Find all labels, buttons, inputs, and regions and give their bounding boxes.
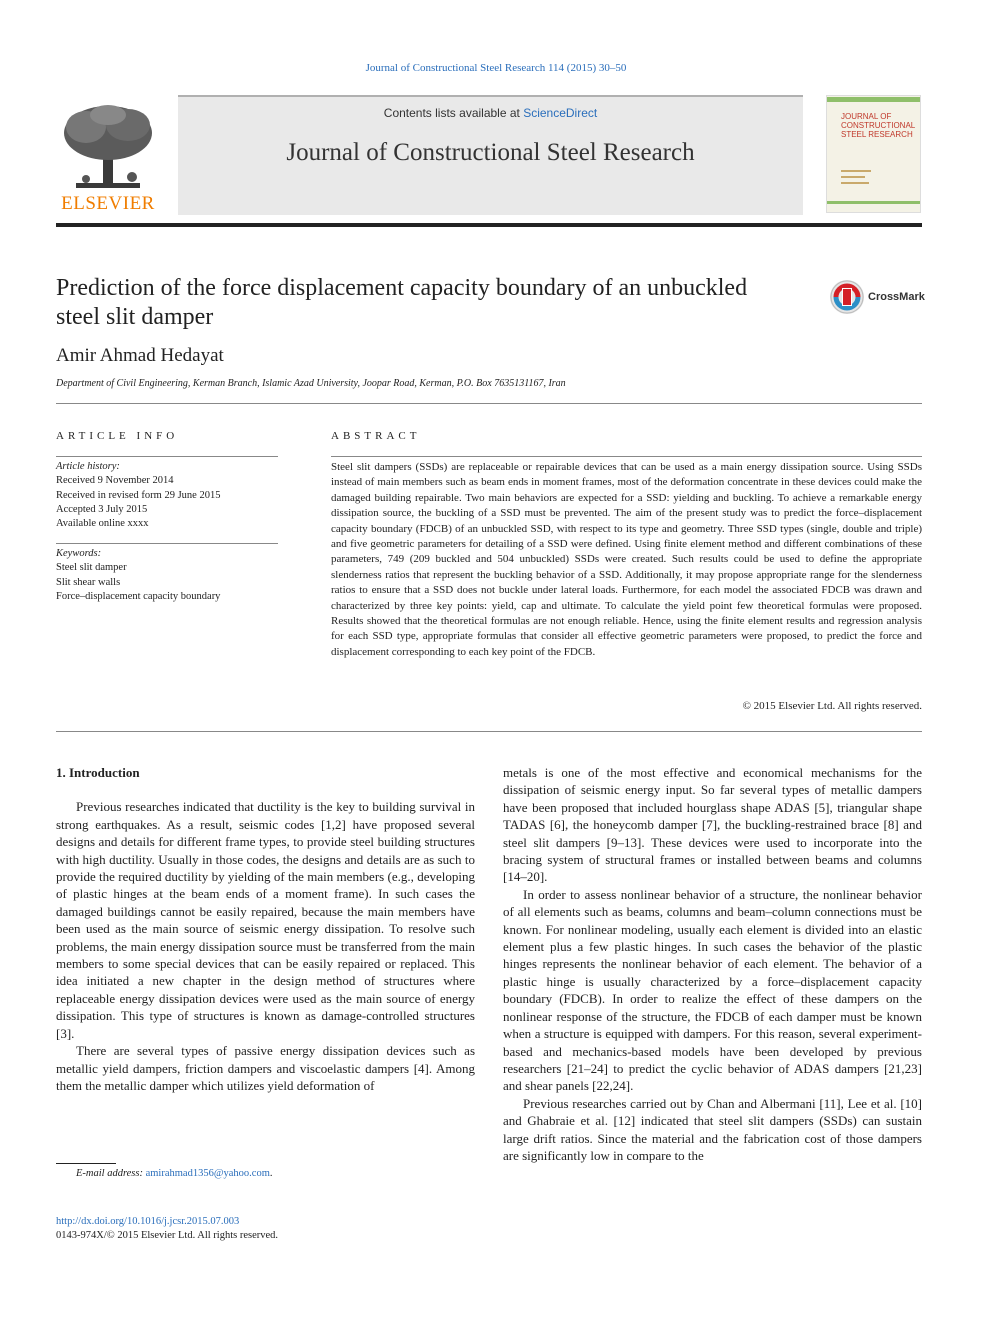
- cover-band-top: [827, 97, 920, 102]
- paragraph: There are several types of passive energy dissipation devices such as metallic yield dampers, friction dampers and viscoelastic dampers [4]. Among them the metallic damper which utilizes yield deformation of: [56, 1043, 475, 1093]
- history-received: Received 9 November 2014: [56, 475, 174, 487]
- doi-link[interactable]: http://dx.doi.org/10.1016/j.jcsr.2015.07.003: [56, 1216, 240, 1227]
- abstract-heading: ABSTRACT: [331, 430, 421, 442]
- keyword-item: Slit shear walls: [56, 576, 121, 588]
- email-label: E-mail address:: [76, 1168, 146, 1179]
- body-left-column: [56, 764, 475, 1094]
- article-info-heading: ARTICLE INFO: [56, 430, 179, 442]
- abstract-copyright: © 2015 Elsevier Ltd. All rights reserved.: [742, 700, 922, 712]
- crossmark-badge[interactable]: [830, 280, 925, 316]
- abstract-bottom-rule: [56, 731, 922, 732]
- journal-banner: [56, 95, 922, 217]
- body-right-column: [503, 764, 922, 1164]
- abstract-text: Steel slit dampers (SSDs) are replaceable or repairable devices that can be used as a main energy dissipation source. Using SSDs instead of main members such as beam ends in moment frames, most of the deformation concentrate in these devices could make the damaged building repairable. Two main behaviors are expected for a SSD: yielding and buckling. To achieve a remarkable energy dissipation source, the buckling of a SSD must be prevented. The aim of the present study was to predict the force–displacement capacity boundary (FDCB) of an unbuckled SSD, with respect to its type and geometry. Three SSD types (single, double and triple) and five geometric parameters for detailing of a SSD were defined. Using finite element method and different combinations of these parameters, 749 (209 buckled and 504 unbuckled) SSDs were created. Such results could be used to define the appropriate slenderness ratios that represent the buckling behavior of a SSD. Additionally, it may propose appropriate range for the slenderness ratios to ensure that a SSD does not buckle under lateral loads. Furthermore, for each model the associated FDCB was drawn and characterized by three key points: yield, cap and ultimate. To calculate the yield point few theoretical formulas were proposed. Results showed that the theoretical formulas are not enough reliable. Hence, using the finite element results and regression analysis for each SSD type, appropriate formulas that consider all effective geometric parameters were proposed, to predict the force and displacement corresponding to each key point of the FDCB.: [331, 461, 922, 658]
- tree-icon: [56, 103, 160, 191]
- journal-cover-thumbnail[interactable]: [826, 95, 921, 213]
- contents-line: [178, 106, 803, 120]
- history-revised: Received in revised form 29 June 2015: [56, 489, 221, 501]
- author-name: Amir Ahmad Hedayat: [56, 345, 224, 366]
- author-email-footnote: [76, 1168, 273, 1179]
- elsevier-wordmark: ELSEVIER: [61, 193, 155, 214]
- issn-copyright: 0143-974X/© 2015 Elsevier Ltd. All rights reserved.: [56, 1230, 279, 1241]
- cover-band-bottom: [827, 201, 920, 204]
- crossmark-label: CrossMark: [868, 291, 925, 303]
- page-footer: [56, 1215, 278, 1243]
- sciencedirect-link[interactable]: ScienceDirect: [523, 106, 598, 120]
- paragraph: In order to assess nonlinear behavior of a structure, the nonlinear behavior of all elements such as beams, columns and beam–column connections must be known. For nonlinear modeling, usually each element is divided into an elastic element plus a few plastic hinges. In such cases the behavior of the plastic hinges represents the nonlinear behavior of each element. The behavior of a plastic hinge is usually characterized by a force–displacement capacity boundary (FDCB). In order to realize the effect of these dampers on the nonlinear response of the structure, the FDCB of each damper must be known when a structure is equipped with dampers. For this reason, several experiment-based and mechanics-based models have been developed by previous researchers [21–24] to predict the cyclic behavior of ADAS dampers [21,23] and shear panels [22,24].: [503, 886, 922, 1094]
- header-rule: [56, 223, 922, 227]
- keyword-item: Steel slit damper: [56, 562, 127, 574]
- history-online: Available online xxxx: [56, 518, 149, 530]
- footnote-rule: [56, 1163, 116, 1164]
- article-info-rule: [56, 456, 278, 457]
- journal-citation-link[interactable]: Journal of Constructional Steel Research 114 (2015) 30–50: [365, 62, 627, 74]
- section-heading-introduction: 1. Introduction: [56, 765, 140, 780]
- abstract-rule: [331, 456, 922, 457]
- paragraph: Previous researches carried out by Chan and Albermani [11], Lee et al. [10] and Ghabraie et al. [12] indicated that steel slit dampers (SSDs) can sustain large drift ratios. Since the material and the fabrication cost of those dampers are significantly low in compare to the: [503, 1095, 922, 1163]
- paragraph: Previous researches indicated that ductility is the key to building survival in strong earthquakes. As a result, seismic codes [1,2] have proposed several designs and details for different frame types, to provide steel building structures with high ductility. Usually in those codes, the designs and details are as such to provide the required ductility by yielding of the main members (e.g., developing of plastic hinges at the beam ends of a moment frame). In such cases the damaged buildings cannot be easily repaired, because the main members have been used as the main source of seismic energy dissipation. To resolve such problems, the main energy dissipation source must be transferred from the main members to some special devices that can be easily repaired or replaced. This idea initiated a new chapter in the design method of structures where replaceable energy dissipation devices were used as the main source of energy dissipation. This type of structures is known as damage-controlled structures [3].: [56, 799, 475, 1041]
- email-period: .: [269, 1168, 273, 1179]
- keyword-item: Force–displacement capacity boundary: [56, 590, 221, 602]
- keywords-label: Keywords:: [56, 548, 102, 559]
- cover-text-lines-icon: [841, 166, 901, 194]
- crossmark-icon: [830, 280, 864, 314]
- journal-title[interactable]: Journal of Constructional Steel Research: [286, 139, 695, 166]
- keywords-rule: [56, 543, 278, 544]
- contents-prefix: Contents lists available at: [383, 106, 524, 120]
- author-email-link[interactable]: amirahmad1356@yahoo.com: [145, 1168, 270, 1179]
- paragraph: metals is one of the most effective and economical mechanisms for the dissipation of seismic energy input. So far several types of metallic dampers have been proposed that included hourglass shape ADAS [5], triangular shape TADAS [6], the honeycomb damper [7], the buckling-restrained brace [8] and steel slit dampers [9–13]. These devices were used to incorporate into the bracing system of structural frames or installed between beams and columns [14–20].: [503, 765, 922, 885]
- history-label: Article history:: [56, 461, 120, 472]
- cover-title: JOURNAL OF CONSTRUCTIONAL STEEL RESEARCH: [841, 112, 915, 139]
- history-accepted: Accepted 3 July 2015: [56, 503, 148, 515]
- article-history: [56, 460, 286, 531]
- author-affiliation: Department of Civil Engineering, Kerman Branch, Islamic Azad University, Joopar Road, Kerman, P.O. Box 7635131167, Iran: [56, 378, 566, 389]
- journal-header-box: [178, 95, 803, 215]
- affiliation-rule: [56, 403, 922, 404]
- elsevier-logo[interactable]: [56, 103, 160, 215]
- keywords: [56, 547, 286, 604]
- article-title: Prediction of the force displacement capacity boundary of an unbuckled steel slit damper: [56, 275, 748, 330]
